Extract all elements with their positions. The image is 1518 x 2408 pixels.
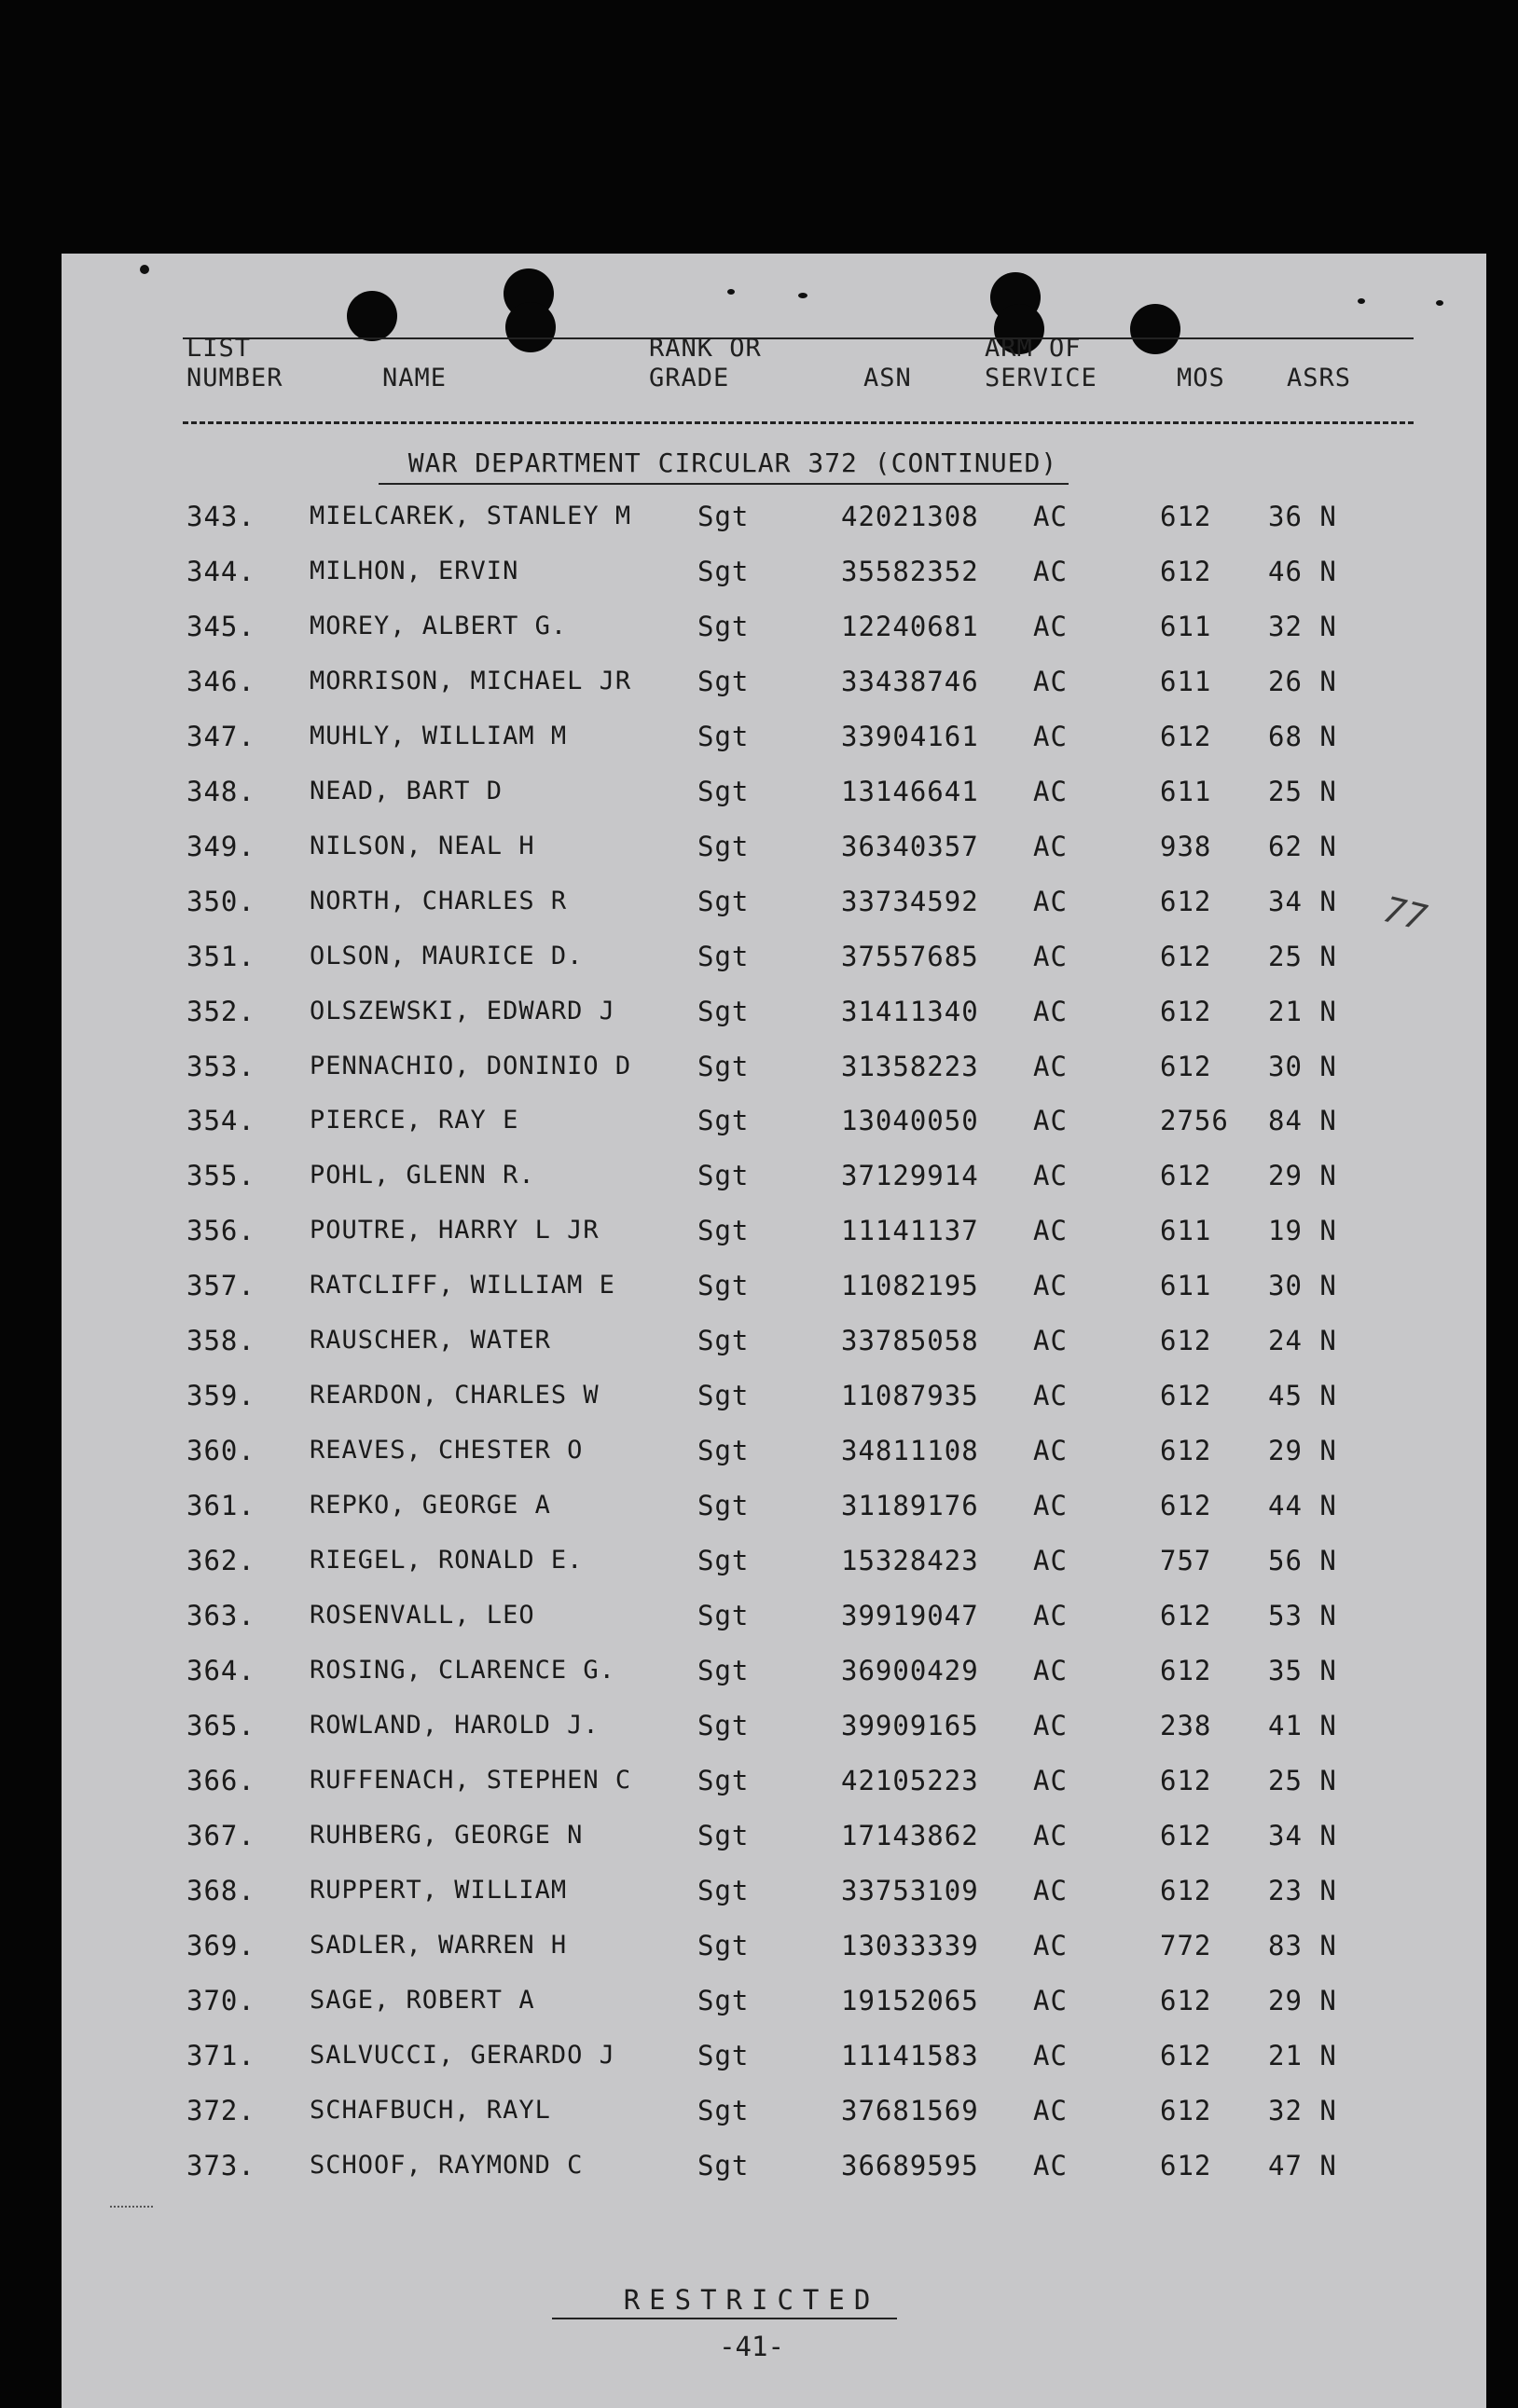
cell-list-number: 373. — [186, 2149, 255, 2181]
cell-asrs: 29 N — [1268, 1160, 1337, 1192]
cell-arm-of-service: AC — [1033, 1764, 1068, 1796]
table-row — [62, 553, 1486, 590]
cell-list-number: 367. — [186, 1819, 255, 1851]
cell-rank: Sgt — [697, 885, 750, 917]
cell-mos: 612 — [1160, 1160, 1212, 1192]
cell-arm-of-service: AC — [1033, 610, 1068, 642]
speck — [798, 293, 807, 298]
cell-list-number: 347. — [186, 720, 255, 752]
cell-asn: 33438746 — [841, 665, 979, 697]
cell-rank: Sgt — [697, 830, 750, 862]
cell-list-number: 357. — [186, 1270, 255, 1302]
header-arm: ARM OF SERVICE — [985, 334, 1097, 392]
cell-asrs: 23 N — [1268, 1874, 1337, 1906]
cell-rank: Sgt — [697, 1764, 750, 1796]
cell-arm-of-service: AC — [1033, 1325, 1068, 1357]
restricted-stamp: RESTRICTED — [623, 2284, 880, 2316]
cell-name: REAVES, CHESTER O — [310, 1436, 584, 1465]
cell-arm-of-service: AC — [1033, 1545, 1068, 1577]
cell-mos: 611 — [1160, 1215, 1212, 1247]
header-bottom-rule — [183, 421, 1414, 424]
cell-list-number: 359. — [186, 1380, 255, 1412]
header-list-number: LIST NUMBER — [186, 334, 283, 392]
cell-list-number: 368. — [186, 1874, 255, 1906]
speck — [1436, 300, 1443, 306]
cell-asrs: 25 N — [1268, 940, 1337, 972]
cell-rank: Sgt — [697, 1380, 750, 1412]
cell-name: SALVUCCI, GERARDO J — [310, 2040, 615, 2070]
cell-asn: 31411340 — [841, 995, 979, 1027]
cell-asn: 37681569 — [841, 2094, 979, 2126]
cell-name: MIELCAREK, STANLEY M — [310, 502, 632, 530]
cell-asn: 13033339 — [841, 1929, 979, 1961]
cell-arm-of-service: AC — [1033, 1105, 1068, 1137]
cell-mos: 612 — [1160, 940, 1212, 972]
cell-asrs: 30 N — [1268, 1050, 1337, 1082]
cell-mos: 611 — [1160, 610, 1212, 642]
cell-mos: 612 — [1160, 2149, 1212, 2181]
cell-rank: Sgt — [697, 1050, 750, 1082]
cell-list-number: 360. — [186, 1435, 255, 1467]
cell-name: OLSON, MAURICE D. — [310, 941, 584, 970]
cell-list-number: 353. — [186, 1050, 255, 1082]
cell-mos: 611 — [1160, 665, 1212, 697]
cell-asn: 34811108 — [841, 1435, 979, 1467]
cell-name: RUPPERT, WILLIAM — [310, 1875, 568, 1905]
cell-rank: Sgt — [697, 610, 750, 642]
cell-name: RUHBERG, GEORGE N — [310, 1820, 584, 1850]
cell-asn: 42021308 — [841, 501, 979, 532]
cell-asrs: 44 N — [1268, 1490, 1337, 1522]
cell-name: RATCLIFF, WILLIAM E — [310, 1271, 615, 1300]
cell-asrs: 19 N — [1268, 1215, 1337, 1247]
cell-rank: Sgt — [697, 775, 750, 807]
table-row — [62, 1652, 1486, 1689]
cell-asrs: 30 N — [1268, 1270, 1337, 1302]
table-row — [62, 828, 1486, 865]
cell-list-number: 371. — [186, 2039, 255, 2071]
cell-asrs: 32 N — [1268, 610, 1337, 642]
table-row — [62, 1597, 1486, 1634]
cell-rank: Sgt — [697, 1600, 750, 1631]
cell-name: ROWLAND, HAROLD J. — [310, 1710, 600, 1740]
cell-list-number: 363. — [186, 1600, 255, 1631]
cell-asrs: 41 N — [1268, 1709, 1337, 1741]
cell-list-number: 358. — [186, 1325, 255, 1357]
cell-mos: 611 — [1160, 1270, 1212, 1302]
table-row — [62, 1322, 1486, 1359]
cell-asrs: 35 N — [1268, 1654, 1337, 1686]
cell-rank: Sgt — [697, 1984, 750, 2016]
cell-asrs: 25 N — [1268, 775, 1337, 807]
cell-name: REPKO, GEORGE A — [310, 1491, 551, 1520]
cell-mos: 2756 — [1160, 1105, 1229, 1137]
cell-list-number: 365. — [186, 1709, 255, 1741]
cell-asn: 31358223 — [841, 1050, 979, 1082]
cell-list-number: 351. — [186, 940, 255, 972]
cell-rank: Sgt — [697, 720, 750, 752]
cell-asn: 33753109 — [841, 1874, 979, 1906]
cell-asn: 36340357 — [841, 830, 979, 862]
cell-mos: 612 — [1160, 1764, 1212, 1796]
cell-mos: 612 — [1160, 1380, 1212, 1412]
cell-name: MORRISON, MICHAEL JR — [310, 666, 632, 695]
cell-rank: Sgt — [697, 1435, 750, 1467]
table-row — [62, 1982, 1486, 2019]
cell-arm-of-service: AC — [1033, 940, 1068, 972]
cell-name: PENNACHIO, DONINIO D — [310, 1051, 632, 1080]
speck — [140, 265, 149, 274]
table-row — [62, 1377, 1486, 1414]
cell-asrs: 21 N — [1268, 2039, 1337, 2071]
cell-mos: 612 — [1160, 1984, 1212, 2016]
cell-name: PIERCE, RAY E — [310, 1106, 519, 1135]
cell-list-number: 370. — [186, 1984, 255, 2016]
cell-asrs: 83 N — [1268, 1929, 1337, 1961]
table-row — [62, 773, 1486, 810]
cell-mos: 612 — [1160, 1325, 1212, 1357]
cell-rank: Sgt — [697, 1105, 750, 1137]
cell-list-number: 356. — [186, 1215, 255, 1247]
table-row — [62, 1817, 1486, 1854]
cell-list-number: 350. — [186, 885, 255, 917]
cell-arm-of-service: AC — [1033, 555, 1068, 587]
cell-list-number: 364. — [186, 1654, 255, 1686]
cell-arm-of-service: AC — [1033, 1874, 1068, 1906]
cell-asrs: 36 N — [1268, 501, 1337, 532]
cell-mos: 612 — [1160, 885, 1212, 917]
cell-rank: Sgt — [697, 1160, 750, 1192]
cell-arm-of-service: AC — [1033, 1435, 1068, 1467]
cell-mos: 612 — [1160, 1819, 1212, 1851]
cell-name: RIEGEL, RONALD E. — [310, 1546, 584, 1576]
cell-mos: 612 — [1160, 1050, 1212, 1082]
table-row — [62, 938, 1486, 975]
cell-asn: 33785058 — [841, 1325, 979, 1357]
table-row — [62, 993, 1486, 1030]
table-row — [62, 883, 1486, 920]
cell-list-number: 361. — [186, 1490, 255, 1522]
cell-rank: Sgt — [697, 995, 750, 1027]
cell-asrs: 24 N — [1268, 1325, 1337, 1357]
cell-list-number: 372. — [186, 2094, 255, 2126]
cell-mos: 612 — [1160, 720, 1212, 752]
cell-arm-of-service: AC — [1033, 885, 1068, 917]
cell-asrs: 68 N — [1268, 720, 1337, 752]
cell-asn: 33904161 — [841, 720, 979, 752]
cell-mos: 757 — [1160, 1545, 1212, 1577]
cell-asn: 11141137 — [841, 1215, 979, 1247]
cell-arm-of-service: AC — [1033, 720, 1068, 752]
cell-mos: 238 — [1160, 1709, 1212, 1741]
cell-arm-of-service: AC — [1033, 1654, 1068, 1686]
cell-name: NORTH, CHARLES R — [310, 886, 568, 915]
table-row — [62, 1048, 1486, 1085]
header-asn: ASN — [863, 364, 912, 392]
cell-arm-of-service: AC — [1033, 995, 1068, 1027]
cell-asn: 39919047 — [841, 1600, 979, 1631]
cell-arm-of-service: AC — [1033, 501, 1068, 532]
cell-arm-of-service: AC — [1033, 1270, 1068, 1302]
cell-rank: Sgt — [697, 1325, 750, 1357]
cell-name: RUFFENACH, STEPHEN C — [310, 1765, 632, 1795]
cell-list-number: 354. — [186, 1105, 255, 1137]
cell-mos: 772 — [1160, 1929, 1212, 1961]
cell-asn: 36900429 — [841, 1654, 979, 1686]
cell-mos: 612 — [1160, 555, 1212, 587]
cell-arm-of-service: AC — [1033, 1819, 1068, 1851]
table-row — [62, 718, 1486, 755]
cell-list-number: 355. — [186, 1160, 255, 1192]
cell-name: SCHOOF, RAYMOND C — [310, 2150, 584, 2180]
cell-asrs: 47 N — [1268, 2149, 1337, 2181]
cell-asn: 15328423 — [841, 1545, 979, 1577]
header-asrs: ASRS — [1287, 364, 1352, 392]
cell-name: REARDON, CHARLES W — [310, 1381, 600, 1410]
cell-list-number: 346. — [186, 665, 255, 697]
cell-rank: Sgt — [697, 2149, 750, 2181]
cell-rank: Sgt — [697, 555, 750, 587]
cell-asn: 17143862 — [841, 1819, 979, 1851]
cell-rank: Sgt — [697, 1709, 750, 1741]
cell-asn: 31189176 — [841, 1490, 979, 1522]
cell-name: SADLER, WARREN H — [310, 1930, 568, 1960]
cell-asn: 11082195 — [841, 1270, 979, 1302]
cell-asrs: 21 N — [1268, 995, 1337, 1027]
speck — [1358, 298, 1365, 304]
cell-list-number: 348. — [186, 775, 255, 807]
section-title: WAR DEPARTMENT CIRCULAR 372 (CONTINUED) — [407, 447, 1058, 478]
cell-asn: 42105223 — [841, 1764, 979, 1796]
cell-mos: 612 — [1160, 1490, 1212, 1522]
cell-name: OLSZEWSKI, EDWARD J — [310, 996, 615, 1025]
cell-mos: 612 — [1160, 1435, 1212, 1467]
cell-rank: Sgt — [697, 1874, 750, 1906]
cell-arm-of-service: AC — [1033, 1490, 1068, 1522]
cell-asn: 39909165 — [841, 1709, 979, 1741]
table-row — [62, 1762, 1486, 1799]
table-row — [62, 1432, 1486, 1469]
cell-list-number: 343. — [186, 501, 255, 532]
cell-mos: 612 — [1160, 2039, 1212, 2071]
cell-rank: Sgt — [697, 2039, 750, 2071]
cell-asrs: 29 N — [1268, 1984, 1337, 2016]
cell-arm-of-service: AC — [1033, 1984, 1068, 2016]
cell-asn: 13040050 — [841, 1105, 979, 1137]
cell-arm-of-service: AC — [1033, 1600, 1068, 1631]
document-page — [62, 254, 1486, 2408]
table-row — [62, 663, 1486, 700]
cell-arm-of-service: AC — [1033, 1050, 1068, 1082]
cell-arm-of-service: AC — [1033, 1929, 1068, 1961]
cell-asn: 13146641 — [841, 775, 979, 807]
table-row — [62, 1212, 1486, 1249]
cell-mos: 611 — [1160, 775, 1212, 807]
cell-asrs: 84 N — [1268, 1105, 1337, 1137]
page-number: -41- — [719, 2331, 784, 2362]
cell-list-number: 366. — [186, 1764, 255, 1796]
cell-list-number: 345. — [186, 610, 255, 642]
cell-name: POUTRE, HARRY L JR — [310, 1216, 600, 1245]
cell-name: MOREY, ALBERT G. — [310, 611, 568, 640]
cell-arm-of-service: AC — [1033, 2094, 1068, 2126]
cell-rank: Sgt — [697, 1490, 750, 1522]
header-rank: RANK OR GRADE — [649, 334, 762, 392]
cell-asn: 37557685 — [841, 940, 979, 972]
cell-mos: 612 — [1160, 2094, 1212, 2126]
table-row — [62, 2092, 1486, 2129]
cell-list-number: 349. — [186, 830, 255, 862]
cell-arm-of-service: AC — [1033, 1215, 1068, 1247]
cell-name: RAUSCHER, WATER — [310, 1326, 551, 1355]
cell-mos: 612 — [1160, 501, 1212, 532]
section-title-underline — [379, 483, 1069, 485]
cell-asn: 12240681 — [841, 610, 979, 642]
table-row — [62, 1542, 1486, 1579]
cell-arm-of-service: AC — [1033, 2149, 1068, 2181]
cell-name: ROSING, CLARENCE G. — [310, 1655, 615, 1685]
cell-mos: 612 — [1160, 1600, 1212, 1631]
table-row — [62, 1102, 1486, 1139]
cell-asrs: 26 N — [1268, 665, 1337, 697]
cell-name: POHL, GLENN R. — [310, 1161, 535, 1190]
cell-asrs: 25 N — [1268, 1764, 1337, 1796]
restricted-underline — [552, 2318, 897, 2319]
cell-rank: Sgt — [697, 2094, 750, 2126]
cell-arm-of-service: AC — [1033, 1709, 1068, 1741]
cell-rank: Sgt — [697, 1654, 750, 1686]
table-row — [62, 498, 1486, 535]
table-row — [62, 2037, 1486, 2074]
cell-list-number: 344. — [186, 555, 255, 587]
table-row — [62, 2147, 1486, 2184]
header-name: NAME — [382, 364, 448, 392]
table-row — [62, 1157, 1486, 1194]
table-row — [62, 1267, 1486, 1304]
cell-rank: Sgt — [697, 1215, 750, 1247]
cell-list-number: 369. — [186, 1929, 255, 1961]
cell-list-number: 362. — [186, 1545, 255, 1577]
cell-asrs: 29 N — [1268, 1435, 1337, 1467]
cell-arm-of-service: AC — [1033, 665, 1068, 697]
cell-mos: 612 — [1160, 995, 1212, 1027]
cell-asn: 35582352 — [841, 555, 979, 587]
cell-name: NILSON, NEAL H — [310, 831, 535, 860]
cell-asrs: 56 N — [1268, 1545, 1337, 1577]
cell-asn: 37129914 — [841, 1160, 979, 1192]
cell-rank: Sgt — [697, 665, 750, 697]
cell-arm-of-service: AC — [1033, 830, 1068, 862]
cell-asrs: 32 N — [1268, 2094, 1337, 2126]
cell-name: ROSENVALL, LEO — [310, 1601, 535, 1630]
cell-asn: 11141583 — [841, 2039, 979, 2071]
table-row — [62, 608, 1486, 645]
cell-asn: 36689595 — [841, 2149, 979, 2181]
cell-arm-of-service: AC — [1033, 2039, 1068, 2071]
cell-name: NEAD, BART D — [310, 776, 504, 805]
speck — [727, 289, 735, 295]
cell-name: SAGE, ROBERT A — [310, 1985, 535, 2015]
cell-arm-of-service: AC — [1033, 1160, 1068, 1192]
cell-name: MUHLY, WILLIAM M — [310, 721, 568, 750]
table-row — [62, 1487, 1486, 1524]
cell-asn: 19152065 — [841, 1984, 979, 2016]
cell-list-number: 352. — [186, 995, 255, 1027]
cell-name: SCHAFBUCH, RAYL — [310, 2095, 551, 2125]
cell-asrs: 62 N — [1268, 830, 1337, 862]
cell-asrs: 34 N — [1268, 885, 1337, 917]
table-header — [62, 330, 1486, 414]
cell-mos: 938 — [1160, 830, 1212, 862]
cell-rank: Sgt — [697, 940, 750, 972]
handwritten-margin-note: 77 — [1379, 888, 1431, 939]
table-row — [62, 1707, 1486, 1744]
cell-asrs: 45 N — [1268, 1380, 1337, 1412]
cell-asn: 33734592 — [841, 885, 979, 917]
cell-arm-of-service: AC — [1033, 1380, 1068, 1412]
table-row — [62, 1927, 1486, 1964]
margin-dash-mark — [110, 2206, 153, 2208]
cell-arm-of-service: AC — [1033, 775, 1068, 807]
cell-asrs: 46 N — [1268, 555, 1337, 587]
cell-name: MILHON, ERVIN — [310, 556, 519, 585]
cell-asn: 11087935 — [841, 1380, 979, 1412]
cell-rank: Sgt — [697, 1929, 750, 1961]
cell-rank: Sgt — [697, 501, 750, 532]
cell-mos: 612 — [1160, 1654, 1212, 1686]
cell-rank: Sgt — [697, 1545, 750, 1577]
cell-mos: 612 — [1160, 1874, 1212, 1906]
header-mos: MOS — [1177, 364, 1225, 392]
cell-rank: Sgt — [697, 1819, 750, 1851]
cell-asrs: 34 N — [1268, 1819, 1337, 1851]
cell-rank: Sgt — [697, 1270, 750, 1302]
cell-asrs: 53 N — [1268, 1600, 1337, 1631]
table-row — [62, 1872, 1486, 1909]
